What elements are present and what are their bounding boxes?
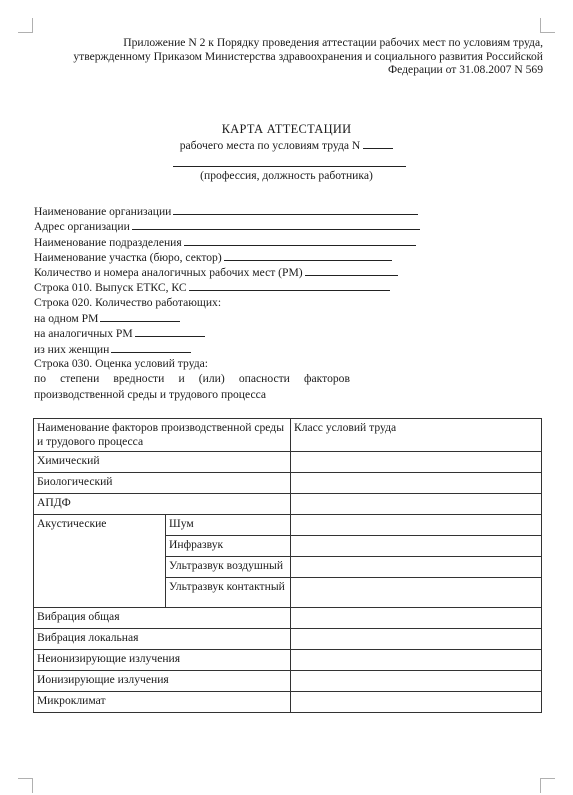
table-row <box>34 650 542 671</box>
number-blank[interactable] <box>363 138 393 149</box>
word: вредности <box>113 372 165 386</box>
class-cell[interactable] <box>291 692 542 713</box>
class-cell[interactable] <box>291 515 542 536</box>
field-label: из них женщин <box>34 342 110 356</box>
field-label: на аналогичных РМ <box>34 327 133 341</box>
field-label: Строка 010. Выпуск ЕТКС, КС <box>34 281 187 295</box>
factor-cell: Химический <box>34 452 291 473</box>
table-row <box>34 608 542 629</box>
factor-cell: Микроклимат <box>34 692 291 713</box>
field-by-degree-line-2: производственной среды и трудового процесса <box>34 387 267 401</box>
subtitle-text: рабочего места по условиям труда N <box>179 139 361 152</box>
factors-table <box>33 418 542 713</box>
class-cell[interactable] <box>291 608 542 629</box>
field-row-020: Строка 020. Количество работающих: <box>34 295 222 309</box>
appendix-line-1: Приложение N 2 к Порядку проведения аттестации рабочих мест по условиям труда, <box>123 36 543 49</box>
factor-cell: Неионизирующие излучения <box>34 650 291 671</box>
header-factor-cell: Наименование факторов производственной среды и трудового процесса <box>34 419 291 452</box>
factor-cell: АПДФ <box>34 494 291 515</box>
appendix-line-3: Федерации от 31.08.2007 N 569 <box>388 63 543 77</box>
field-row-010 <box>34 279 534 294</box>
class-cell[interactable] <box>291 494 542 515</box>
form-fields <box>34 203 534 402</box>
crop-mark-bottom-left <box>18 778 33 793</box>
table-row <box>34 692 542 713</box>
factor-subcell: Шум <box>166 515 291 536</box>
table-row <box>34 515 542 536</box>
field-label: Наименование участка (бюро, сектор) <box>34 250 222 264</box>
factor-subcell: Ультразвук воздушный <box>166 557 291 578</box>
word: по <box>34 372 47 386</box>
class-cell[interactable] <box>291 557 542 578</box>
crop-mark-top-left <box>18 18 33 33</box>
field-similar-places <box>34 264 534 279</box>
crop-mark-bottom-right <box>540 778 555 793</box>
profession-caption: (профессия, должность работника) <box>200 169 373 182</box>
field-by-degree-line-1 <box>34 371 350 386</box>
on-similar-blank[interactable] <box>135 325 205 337</box>
field-on-similar <box>34 325 534 340</box>
word: и <box>178 372 185 386</box>
table-row <box>34 671 542 692</box>
word: (или) <box>198 372 225 386</box>
field-row-030: Строка 030. Оценка условий труда: <box>34 356 208 370</box>
field-label: на одном РМ <box>34 312 99 326</box>
division-blank[interactable] <box>184 234 416 246</box>
factor-subcell: Инфразвук <box>166 536 291 557</box>
org-name-blank[interactable] <box>173 203 418 215</box>
factor-subcell: Ультразвук контактный <box>166 578 291 608</box>
per-rm-blank[interactable] <box>100 310 180 322</box>
table-row <box>34 473 542 494</box>
factor-cell: Вибрация локальная <box>34 629 291 650</box>
word: опасности <box>238 372 290 386</box>
field-label: Количество и номера аналогичных рабочих мест (РМ) <box>34 266 303 280</box>
field-org-address <box>34 218 534 233</box>
class-cell[interactable] <box>291 629 542 650</box>
field-section <box>34 249 534 264</box>
section-blank[interactable] <box>224 249 392 261</box>
field-per-rm <box>34 310 534 325</box>
field-label: Наименование организации <box>34 205 172 218</box>
similar-places-blank[interactable] <box>305 264 398 276</box>
field-women <box>34 341 534 356</box>
row-010-blank[interactable] <box>189 279 390 291</box>
class-cell[interactable] <box>291 473 542 494</box>
word: степени <box>60 372 100 386</box>
document-title: КАРТА АТТЕСТАЦИИ <box>221 122 352 136</box>
class-cell[interactable] <box>291 536 542 557</box>
women-blank[interactable] <box>111 341 191 353</box>
appendix-line-2: утвержденному Приказом Министерства здравоохранения и социального развития Российской <box>73 49 543 63</box>
document-subtitle <box>0 138 573 152</box>
field-label: Наименование подразделения <box>34 235 182 249</box>
table-header-row <box>34 419 542 452</box>
acoustic-group-cell: Акустические <box>34 515 166 608</box>
class-cell[interactable] <box>291 650 542 671</box>
class-cell[interactable] <box>291 452 542 473</box>
header-class-cell: Класс условий труда <box>291 419 542 452</box>
factor-cell: Биологический <box>34 473 291 494</box>
profession-blank[interactable] <box>173 166 406 167</box>
class-cell[interactable] <box>291 671 542 692</box>
table-row <box>34 629 542 650</box>
factor-cell: Ионизирующие излучения <box>34 671 291 692</box>
table-row <box>34 494 542 515</box>
crop-mark-top-right <box>540 18 555 33</box>
org-address-blank[interactable] <box>132 218 420 230</box>
appendix-header <box>23 36 543 77</box>
class-cell[interactable] <box>291 578 542 608</box>
word: факторов <box>304 372 350 386</box>
field-label: Адрес организации <box>34 220 130 234</box>
table-row <box>34 452 542 473</box>
field-org-name <box>34 203 534 218</box>
field-division <box>34 234 534 249</box>
factor-cell: Вибрация общая <box>34 608 291 629</box>
